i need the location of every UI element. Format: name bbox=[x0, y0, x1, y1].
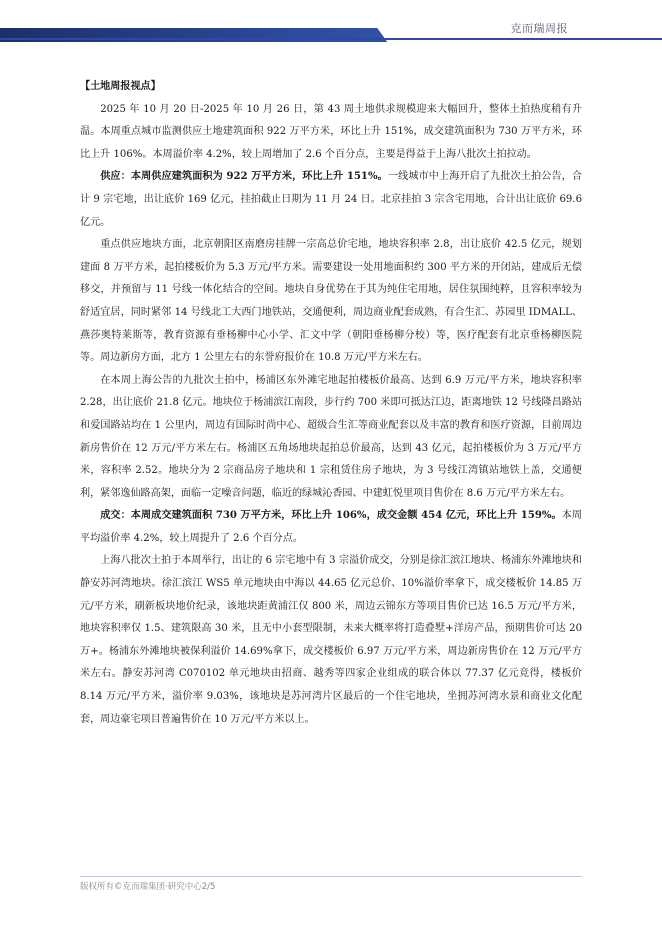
section-title: 【土地周报视点】 bbox=[80, 81, 161, 92]
deal-paragraph bbox=[80, 505, 582, 550]
footer-divider bbox=[80, 876, 582, 877]
report-body bbox=[80, 76, 582, 731]
summary-paragraph: 2025 年 10 月 20 日-2025 年 10 月 26 日，第 43 周土地供求规模迎来大幅回升，整体土拍热度稍有升温。本周重点城市监测供应土地建筑面积 922 万平方米，环比上升 151%，成交建筑面积为 730 万平方米，环比上升 106%。本周溢价率 4.2%，较上周增加了 2.6 个百分点，主要是得益于上海八批次土拍拉动。 bbox=[80, 103, 582, 160]
header-brand: 克而瑞周报 bbox=[510, 22, 568, 35]
footer-copyright: 版权所有©克而瑞集团·研究中心2/5 bbox=[80, 882, 216, 892]
deal-heading: 成交：本周成交建筑面积 730 万平方米，环比上升 106%，成交金额 454 亿元，环比上升 159%。 bbox=[100, 510, 562, 522]
supply-paragraph bbox=[80, 166, 582, 234]
header-divider bbox=[0, 38, 662, 40]
supply-text: 一线城市中上海开启了九批次土拍公告，合计 9 宗宅地，出让底价 169 亿元，挂拍截止日期为 11 月 24 日。北京挂拍 3 宗含宅用地，合计出让底价 69.6 亿元。 bbox=[80, 171, 582, 228]
deal-text: 本周平均溢价率 4.2%，较上周提升了 2.6 个百分点。 bbox=[80, 510, 583, 544]
key-supply-paragraph: 重点供应地块方面，北京朝阳区南磨房挂牌一宗高总价宅地，地块容积率 2.8，出让底价 42.5 亿元，规划建面 8 万平方米，起拍楼板价为 5.3 万元/平方米。需要建设一处用地面积约 300 平方米的开闭站，建成后无偿移交，并预留与 11 号线一体化结合的空间。地块自身优势在于其为纯住宅用地，居住氛围纯粹，且容积率较为舒适宜居，同时紧邻 14 号线北工大西门地铁站，交通便利，周边商业配套成熟，有合生汇、苏园里 IDMALL、燕莎奥特莱斯等，教育资源有垂杨柳中心小学、汇文中学（朝阳垂杨柳分校）等，医疗配套有北京垂杨柳医院等。周边新房方面，北方 1 公里左右的东誉府报价在 10.8 万元/平方米左右。 bbox=[80, 239, 582, 364]
shanghai-deal-paragraph: 上海八批次土拍于本周举行，出让的 6 宗宅地中有 3 宗溢价成交，分别是徐汇滨江地块、杨浦东外滩地块和静安苏河湾地块。徐汇滨江 WS5 单元地块由中海以 44.65 亿元总价、10%溢价率拿下，成交楼板价 14.85 万元/平方米，刷新板块地价纪录，该地块距黄浦江仅 800 米，周边云锦东方等项目售价已达 16.5 万元/平方米，地块容积率仅 1.5、建筑限高 30 米，且无中小套型限制，未来大概率将打造叠墅+洋房产品，预期售价可达 20 万+。杨浦东外滩地块被保利溢价 14.69%拿下，成交楼板价 6.97 万元/平方米，周边新房售价在 12 万元/平方米左右。静安苏河湾 C070102 单元地块由招商、越秀等四家企业组成的联合体以 77.37 亿元竞得，楼板价 8.14 万元/平方米，溢价率 9.03%，该地块是苏河湾片区最后的一个住宅地块，坐拥苏河湾水景和商业文化配套，周边豪宅项目普遍售价在 10 万元/平方米以上。 bbox=[80, 555, 582, 725]
supply-heading: 供应：本周供应建筑面积为 922 万平方米，环比上升 151%。 bbox=[100, 171, 388, 183]
shanghai-supply-paragraph: 在本周上海公告的九批次土拍中，杨浦区东外滩宅地起拍楼板价最高、达到 6.9 万元/平方米，地块容积率 2.28，出让底价 21.8 亿元。地块位于杨浦滨江南段，步行约 700 米即可抵达江边，距离地铁 12 号线隆昌路站和爱国路站均在 1 公里内，周边有国际时尚中心、超级合生汇等商业配套以及丰富的教育和医疗资源，目前周边新房售价在 12 万元/平方米左右。杨浦区五角场地块起拍总价最高，达到 43 亿元，起拍楼板价为 3 万元/平方米，容积率 2.52。地块分为 2 宗商品房子地块和 1 宗租赁住房子地块，为 3 号线江湾镇站地铁上盖，交通便利，紧邻逸仙路高架，面临一定噪音问题，临近的绿城沁香园、中建虹悦里项目售价在 8.6 万元/平方米左右。 bbox=[80, 374, 582, 499]
